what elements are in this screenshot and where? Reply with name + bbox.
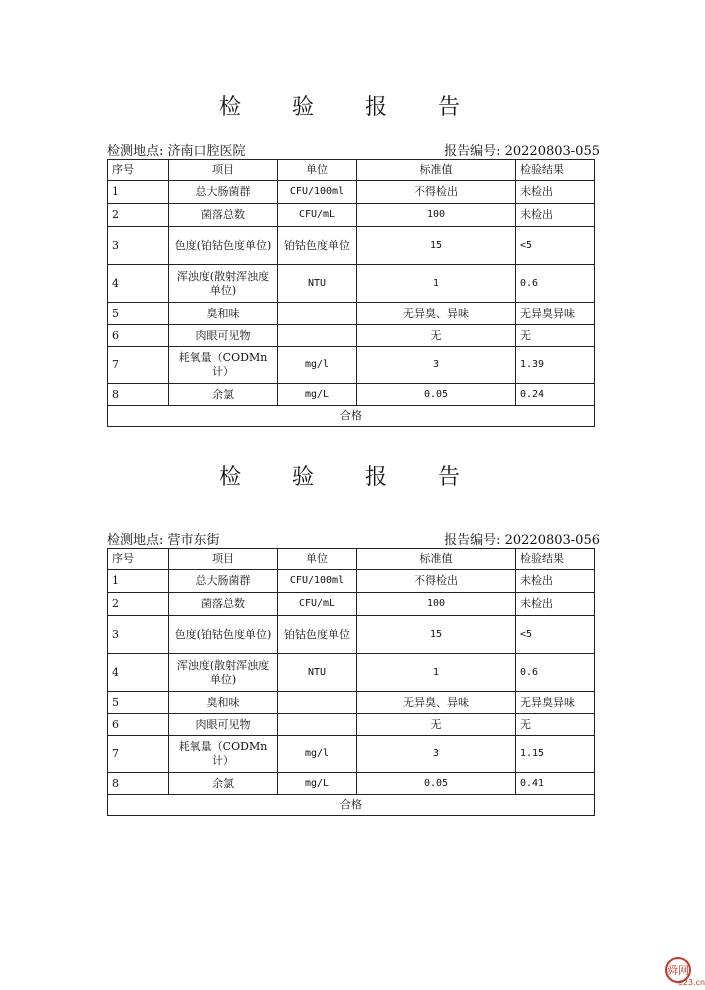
header-item: 项目 (169, 160, 278, 181)
location-label: 检测地点: 济南口腔医院 (107, 144, 246, 159)
cell-index: 3 (108, 227, 169, 265)
cell-unit (278, 714, 357, 736)
results-table (107, 548, 595, 816)
cell-item: 菌落总数 (169, 204, 278, 227)
cell-item: 总大肠菌群 (169, 181, 278, 204)
header-index: 序号 (108, 160, 169, 181)
cell-standard: 0.05 (357, 384, 516, 406)
header-unit: 单位 (278, 160, 357, 181)
cell-unit: mg/l (278, 736, 357, 773)
header-result: 检验结果 (516, 549, 595, 570)
table-row (108, 204, 595, 227)
table-row (108, 325, 595, 347)
cell-result: <5 (516, 227, 595, 265)
table-row (108, 616, 595, 654)
cell-unit: 铂钴色度单位 (278, 616, 357, 654)
cell-index: 8 (108, 773, 169, 795)
location-label: 检测地点: 营市东街 (107, 533, 220, 548)
cell-unit: 铂钴色度单位 (278, 227, 357, 265)
cell-standard: 0.05 (357, 773, 516, 795)
table-row (108, 347, 595, 384)
table-row (108, 181, 595, 204)
cell-result: 未检出 (516, 204, 595, 227)
cell-item: 耗氧量（CODMn计） (169, 347, 278, 384)
table-row (108, 227, 595, 265)
cell-unit: NTU (278, 265, 357, 303)
header-index: 序号 (108, 549, 169, 570)
header-standard: 标准值 (357, 160, 516, 181)
table-row (108, 384, 595, 406)
cell-index: 7 (108, 736, 169, 773)
cell-item: 臭和味 (169, 303, 278, 325)
header-unit: 单位 (278, 549, 357, 570)
cell-unit: CFU/100ml (278, 181, 357, 204)
header-item: 项目 (169, 549, 278, 570)
cell-index: 1 (108, 181, 169, 204)
table-header-row (108, 160, 595, 181)
cell-standard: 无 (357, 714, 516, 736)
cell-item: 臭和味 (169, 692, 278, 714)
cell-result: 0.41 (516, 773, 595, 795)
cell-result: 0.6 (516, 654, 595, 692)
watermark-logo-text: 舜网 (667, 964, 689, 977)
cell-index: 6 (108, 325, 169, 347)
report-number: 报告编号: 20220803-056 (444, 533, 600, 548)
watermark-domain: e23.cn (678, 978, 705, 987)
table-row (108, 692, 595, 714)
cell-result: 无 (516, 714, 595, 736)
cell-item: 余氯 (169, 384, 278, 406)
cell-standard: 1 (357, 654, 516, 692)
cell-result: 无异臭异味 (516, 692, 595, 714)
cell-unit (278, 692, 357, 714)
table-row (108, 654, 595, 692)
cell-item: 肉眼可见物 (169, 325, 278, 347)
cell-index: 4 (108, 265, 169, 303)
report-title: 检 验 报 告 (219, 95, 482, 120)
cell-unit: mg/L (278, 384, 357, 406)
cell-result: 0.6 (516, 265, 595, 303)
cell-unit: mg/L (278, 773, 357, 795)
table-row (108, 773, 595, 795)
cell-index: 3 (108, 616, 169, 654)
cell-result: <5 (516, 616, 595, 654)
cell-standard: 不得检出 (357, 570, 516, 593)
cell-item: 菌落总数 (169, 593, 278, 616)
conclusion-cell: 合格 (108, 406, 595, 427)
conclusion-cell: 合格 (108, 795, 595, 816)
cell-index: 5 (108, 303, 169, 325)
table-row (108, 303, 595, 325)
cell-item: 肉眼可见物 (169, 714, 278, 736)
cell-unit (278, 325, 357, 347)
cell-index: 6 (108, 714, 169, 736)
cell-result: 无 (516, 325, 595, 347)
cell-index: 7 (108, 347, 169, 384)
cell-item: 浑浊度(散射浑浊度单位) (169, 654, 278, 692)
cell-result: 1.39 (516, 347, 595, 384)
report-title: 检 验 报 告 (219, 465, 482, 490)
cell-unit: NTU (278, 654, 357, 692)
cell-unit: CFU/mL (278, 204, 357, 227)
cell-standard: 100 (357, 204, 516, 227)
header-standard: 标准值 (357, 549, 516, 570)
cell-item: 余氯 (169, 773, 278, 795)
cell-result: 未检出 (516, 570, 595, 593)
header-result: 检验结果 (516, 160, 595, 181)
table-row (108, 593, 595, 616)
cell-standard: 不得检出 (357, 181, 516, 204)
cell-result: 无异臭异味 (516, 303, 595, 325)
cell-standard: 无异臭、异味 (357, 692, 516, 714)
cell-index: 8 (108, 384, 169, 406)
cell-standard: 无 (357, 325, 516, 347)
cell-standard: 100 (357, 593, 516, 616)
cell-unit: CFU/100ml (278, 570, 357, 593)
cell-item: 耗氧量（CODMn计） (169, 736, 278, 773)
table-row (108, 714, 595, 736)
conclusion-row (108, 795, 595, 816)
cell-result: 1.15 (516, 736, 595, 773)
cell-index: 2 (108, 204, 169, 227)
cell-standard: 15 (357, 227, 516, 265)
cell-unit (278, 303, 357, 325)
cell-unit: CFU/mL (278, 593, 357, 616)
results-table (107, 159, 595, 427)
cell-index: 2 (108, 593, 169, 616)
cell-item: 浑浊度(散射浑浊度单位) (169, 265, 278, 303)
cell-standard: 1 (357, 265, 516, 303)
cell-result: 未检出 (516, 593, 595, 616)
cell-index: 5 (108, 692, 169, 714)
report-number: 报告编号: 20220803-055 (444, 144, 600, 159)
cell-result: 0.24 (516, 384, 595, 406)
cell-index: 4 (108, 654, 169, 692)
cell-item: 色度(铂钴色度单位) (169, 227, 278, 265)
cell-item: 色度(铂钴色度单位) (169, 616, 278, 654)
table-row (108, 736, 595, 773)
cell-unit: mg/l (278, 347, 357, 384)
cell-index: 1 (108, 570, 169, 593)
cell-standard: 3 (357, 736, 516, 773)
conclusion-row (108, 406, 595, 427)
cell-standard: 15 (357, 616, 516, 654)
cell-standard: 无异臭、异味 (357, 303, 516, 325)
cell-standard: 3 (357, 347, 516, 384)
table-row (108, 570, 595, 593)
table-row (108, 265, 595, 303)
cell-result: 未检出 (516, 181, 595, 204)
cell-item: 总大肠菌群 (169, 570, 278, 593)
table-header-row (108, 549, 595, 570)
